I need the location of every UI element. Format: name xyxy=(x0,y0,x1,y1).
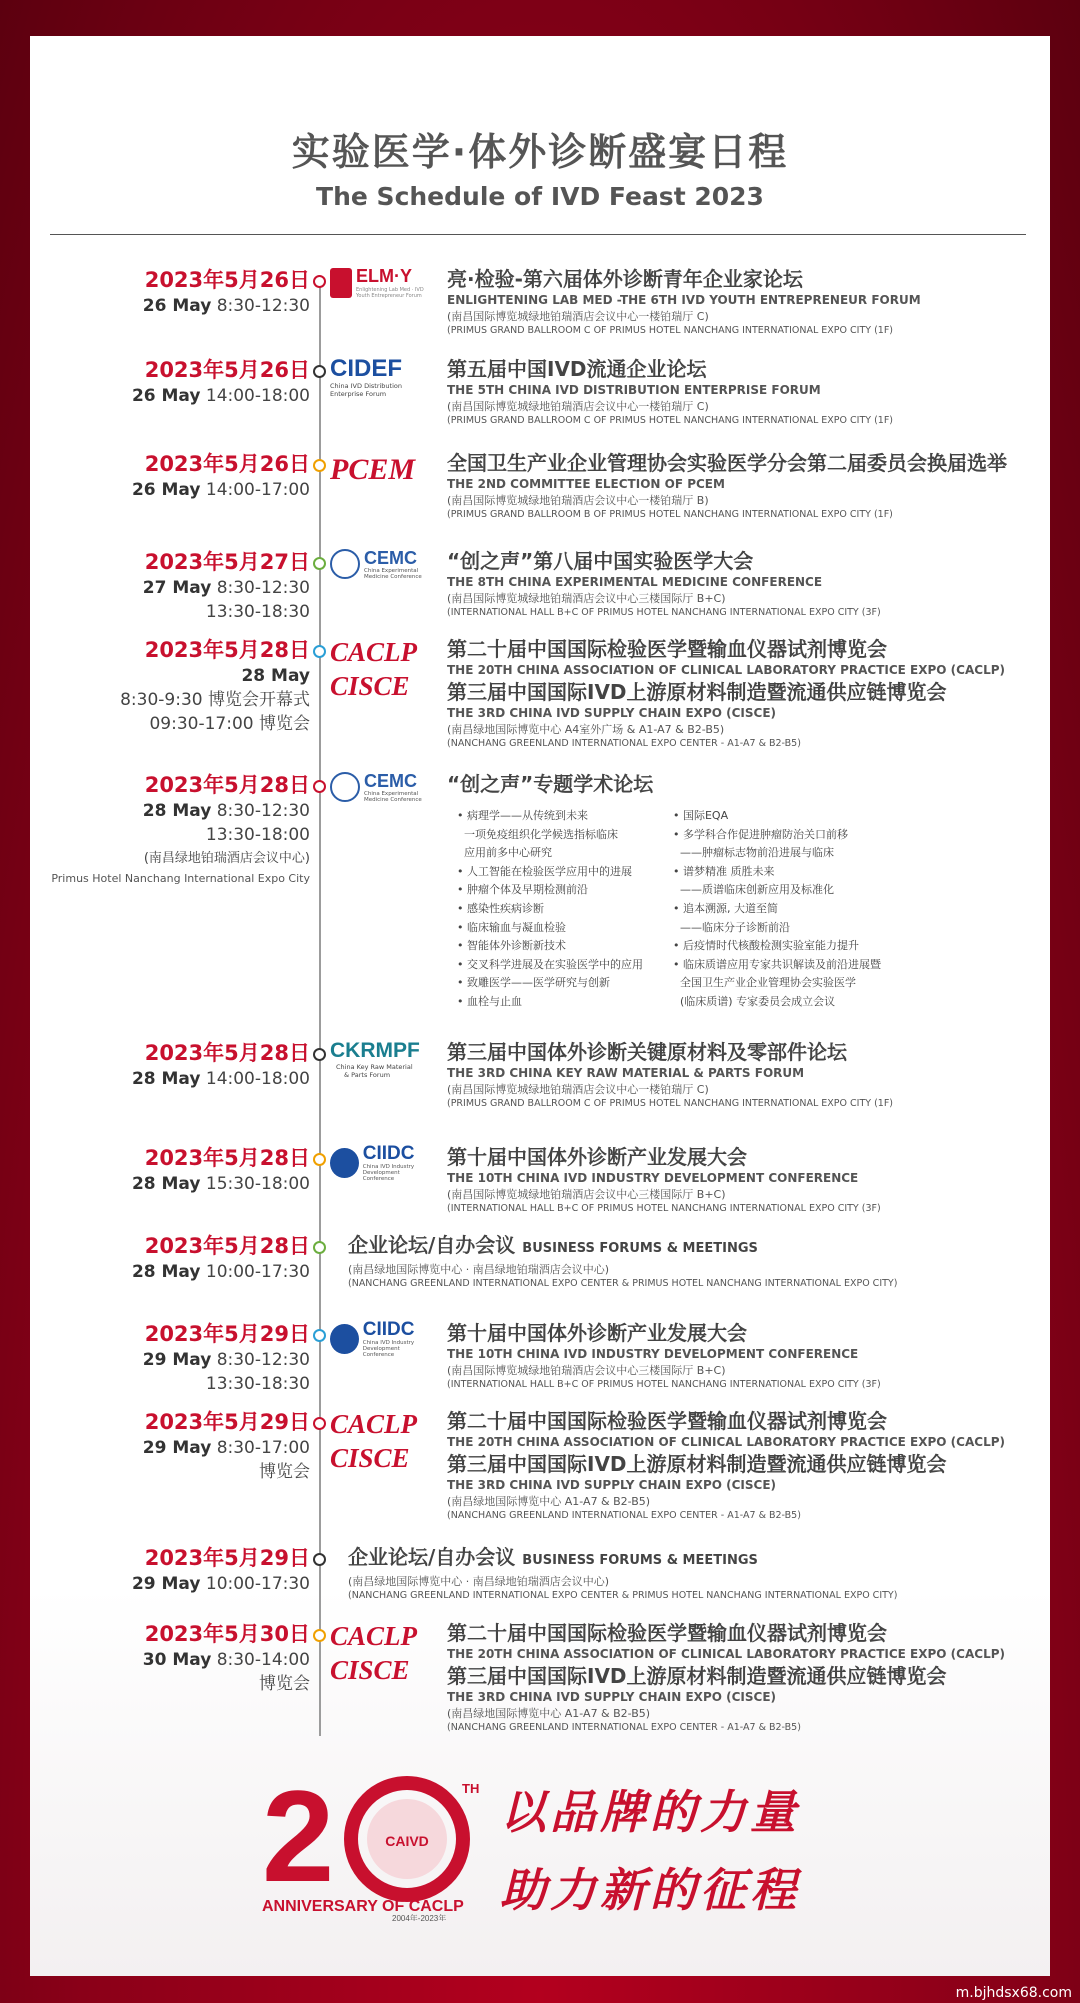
cidef-logo-sub1: China IVD Distribution xyxy=(330,382,402,390)
cemc-logo-sub2: Medicine Conference xyxy=(364,797,422,803)
ciidc-logo-sub1: China IVD Industry xyxy=(362,1340,415,1346)
entry-day: 26 May xyxy=(131,480,201,500)
entry-day: 29 May xyxy=(142,1438,212,1458)
event-title-en: THE 8TH CHINA EXPERIMENTAL MEDICINE CONFERENCE xyxy=(447,575,823,589)
entry-time: 13:30-18:00 xyxy=(205,825,310,845)
event-venue-cn: (南昌绿地国际博览中心 A1-A7 & B2-B5) xyxy=(447,1707,651,1720)
topic-item: • 后疫情时代核酸检测实验室能力提升 xyxy=(673,939,859,953)
event-title-en-inline: BUSINESS FORUMS & MEETINGS xyxy=(522,1241,758,1256)
topic-item: ——肿瘤标志物前沿进展与临床 xyxy=(673,846,834,860)
timeline-dot xyxy=(313,1629,326,1642)
badge-anniversary: ANNIVERSARY OF CACLP xyxy=(262,1898,464,1915)
badge-years: 2004年-2023年 xyxy=(392,1914,447,1921)
entry-date-cn: 2023年5月28日 xyxy=(144,1146,310,1170)
badge-th: TH xyxy=(462,1781,480,1796)
entry-datetime xyxy=(132,356,310,408)
entry-datetime xyxy=(132,450,310,502)
cemc-logo-text: CEMC xyxy=(364,771,417,791)
event-venue-cn: (南昌绿地国际博览中心 · 南昌绿地铂瑞酒店会议中心) xyxy=(348,1263,610,1276)
topic-item: • 致雕医学——医学研究与创新 xyxy=(457,976,610,990)
entry-time: 10:00-17:30 xyxy=(205,1262,310,1282)
entry-day: 26 May xyxy=(142,296,212,316)
entry-date-cn: 2023年5月28日 xyxy=(144,773,310,797)
entry-time-line xyxy=(143,576,310,600)
topic-item: • 血栓与止血 xyxy=(457,994,522,1008)
entry-time: 14:00-18:00 xyxy=(205,386,310,406)
event-title-cn-text: 第二十届中国国际检验医学暨输血仪器试剂博览会 xyxy=(447,637,887,661)
entry-time-line xyxy=(120,712,310,736)
ciidc-logo-text: CIIDC xyxy=(362,1143,415,1164)
cemc-logo xyxy=(330,548,430,588)
topic-item: • 临床输血与凝血检验 xyxy=(457,920,566,934)
cemc-emblem-icon xyxy=(330,772,360,802)
event-title-cn-text: 企业论坛/自办会议 xyxy=(348,1233,516,1257)
cisce-logo-text: CISCE xyxy=(330,1655,410,1685)
ciidc-logo-sub1: China IVD Industry xyxy=(362,1164,415,1170)
caclp-logo xyxy=(330,1620,430,1690)
ckrmpf-logo xyxy=(330,1039,430,1079)
entry-date-cn: 2023年5月29日 xyxy=(144,1322,310,1346)
entry-day: 28 May xyxy=(131,1174,201,1194)
event-title-en: THE 3RD CHINA IVD SUPPLY CHAIN EXPO (CISCE) xyxy=(447,1478,776,1492)
event-title-cn-text: 第二十届中国国际检验医学暨输血仪器试剂博览会 xyxy=(447,1621,887,1645)
ciidc-logo xyxy=(330,1320,430,1360)
event-title-cn xyxy=(447,679,1047,705)
timeline-dot xyxy=(313,1241,326,1254)
entry-time: 8:30-12:30 xyxy=(216,296,310,316)
entry-datetime xyxy=(120,636,310,736)
caclp-logo xyxy=(330,1408,430,1478)
elmy-logo-text: ELM·Y xyxy=(356,266,412,286)
cemc-logo-sub2: Medicine Conference xyxy=(364,574,422,580)
badge-num-2: 2 xyxy=(262,1771,335,1909)
ckrmpf-logo-text: CKRMPF xyxy=(330,1039,420,1062)
ciidc-logo-text: CIIDC xyxy=(362,1319,415,1340)
event-title-cn xyxy=(447,1039,1047,1065)
entry-date-cn: 2023年5月29日 xyxy=(144,1410,310,1434)
event-title-cn xyxy=(447,771,1047,797)
event-title-en: THE 10TH CHINA IVD INDUSTRY DEVELOPMENT CONFERENCE xyxy=(447,1171,859,1185)
topic-item: • 追本溯源, 大道至简 xyxy=(673,901,778,915)
event-title-en: THE 3RD CHINA IVD SUPPLY CHAIN EXPO (CISCE) xyxy=(447,1690,776,1704)
caclp-logo-text: CACLP xyxy=(330,1409,418,1439)
topic-item: • 国际EQA xyxy=(673,809,729,822)
event-venue-cn: (南昌国际博览城绿地铂瑞酒店会议中心一楼铂瑞厅 C) xyxy=(447,310,709,323)
topic-item: 全国卫生产业企业管理协会实验医学 xyxy=(673,976,856,990)
entry-time-line xyxy=(143,1460,310,1484)
entry-time: 14:00-17:00 xyxy=(205,480,310,500)
entry-day: 29 May xyxy=(131,1574,201,1594)
event-title-cn xyxy=(348,1544,948,1574)
timeline-dot xyxy=(313,275,326,288)
entry-time-line xyxy=(143,1648,310,1672)
entry-day: 28 May xyxy=(142,801,212,821)
entry-datetime xyxy=(132,1544,310,1596)
entry-date-cn: 2023年5月28日 xyxy=(144,1234,310,1258)
pcem-logo-text: PCEM xyxy=(330,453,416,486)
entry-day: 29 May xyxy=(142,1350,212,1370)
entry-time-line xyxy=(51,823,310,847)
entry-time-line xyxy=(120,688,310,712)
event-title-cn xyxy=(447,1320,1047,1346)
event-venue-cn: (南昌国际博览城绿地铂瑞酒店会议中心一楼铂瑞厅 C) xyxy=(447,1083,709,1096)
entry-datetime xyxy=(132,1144,310,1196)
entry-time-line xyxy=(132,1172,310,1196)
event-venue-cn: (南昌绿地国际博览中心 A4室外广场 & A1-A7 & B2-B5) xyxy=(447,723,725,736)
event-title-cn-text: 第三届中国体外诊断关键原材料及零部件论坛 xyxy=(447,1040,847,1064)
event-venue-en: (NANCHANG GREENLAND INTERNATIONAL EXPO CENTER & PRIMUS HOTEL NANCHANG INTERNATIONAL EXPO CITY) xyxy=(348,1590,898,1601)
entry-info xyxy=(447,548,1047,620)
entry-day: 28 May xyxy=(131,1069,201,1089)
topic-item: • 感染性疾病诊断 xyxy=(457,901,544,915)
event-title-en: THE 2ND COMMITTEE ELECTION OF PCEM xyxy=(447,477,725,491)
topic-item: ——临床分子诊断前沿 xyxy=(673,920,790,934)
event-title-en: THE 20TH CHINA ASSOCIATION OF CLINICAL LABORATORY PRACTICE EXPO (CACLP) xyxy=(447,1435,1005,1449)
elmy-logo xyxy=(330,266,430,306)
entry-time-line xyxy=(143,1348,310,1372)
entry-time-line xyxy=(143,1436,310,1460)
topic-item: • 智能体外诊断新技术 xyxy=(457,939,566,953)
page-title: 实验医学·体外诊断盛宴日程 xyxy=(291,130,789,174)
event-title-cn xyxy=(447,450,1047,476)
entry-date-cn: 2023年5月28日 xyxy=(144,638,310,662)
event-venue-cn: (南昌绿地国际博览中心 A1-A7 & B2-B5) xyxy=(447,1495,651,1508)
ciidc-emblem-icon xyxy=(330,1324,359,1354)
entry-info xyxy=(447,1039,1047,1111)
entry-datetime xyxy=(132,1039,310,1091)
event-venue-en: (PRIMUS GRAND BALLROOM C OF PRIMUS HOTEL NANCHANG INTERNATIONAL EXPO CITY (1F) xyxy=(447,415,893,426)
entry-time: 13:30-18:30 xyxy=(205,1374,310,1394)
entry-info xyxy=(447,636,1047,751)
entry-time-line xyxy=(120,664,310,688)
entry-time: 13:30-18:30 xyxy=(205,602,310,622)
event-title-cn-text: 第二十届中国国际检验医学暨输血仪器试剂博览会 xyxy=(447,1409,887,1433)
ciidc-logo-sub2: Development Conference xyxy=(362,1346,400,1358)
ckrmpf-logo-sub2: & Parts Forum xyxy=(344,1071,391,1079)
event-title-cn xyxy=(447,266,1047,292)
event-venue-en: (PRIMUS GRAND BALLROOM C OF PRIMUS HOTEL NANCHANG INTERNATIONAL EXPO CITY (1F) xyxy=(447,325,893,336)
timeline-dot xyxy=(313,459,326,472)
entry-date-cn: 2023年5月27日 xyxy=(144,550,310,574)
entry-day: 26 May xyxy=(131,386,201,406)
topic-item: 一项免疫组织化学候选指标临床 xyxy=(457,827,618,841)
entry-day: 30 May xyxy=(142,1650,212,1670)
entry-date-cn: 2023年5月28日 xyxy=(144,1041,310,1065)
timeline-dot xyxy=(313,1048,326,1061)
event-title-cn-text: 第三届中国国际IVD上游原材料制造暨流通供应链博览会 xyxy=(447,1664,947,1688)
ciidc-emblem-icon xyxy=(330,1148,359,1178)
event-title-cn-text: 第十届中国体外诊断产业发展大会 xyxy=(447,1145,747,1169)
event-title-en: THE 20TH CHINA ASSOCIATION OF CLINICAL LABORATORY PRACTICE EXPO (CACLP) xyxy=(447,1647,1005,1661)
anniversary-badge xyxy=(262,1771,502,1925)
cidef-logo xyxy=(330,356,430,396)
entry-date-cn: 2023年5月30日 xyxy=(144,1622,310,1646)
entry-date-cn: 2023年5月26日 xyxy=(144,268,310,292)
event-title-cn-text: 第三届中国国际IVD上游原材料制造暨流通供应链博览会 xyxy=(447,1452,947,1476)
cemc-logo-text: CEMC xyxy=(364,548,417,568)
entry-datetime xyxy=(132,1232,310,1284)
badge-caivd: CAIVD xyxy=(385,1833,429,1849)
entry-time: 8:30-12:30 xyxy=(216,578,310,598)
event-title-cn xyxy=(447,1144,1047,1170)
entry-time: 09:30-17:00 博览会 xyxy=(149,714,310,734)
entry-info xyxy=(447,356,1047,428)
event-venue-cn: (南昌绿地国际博览中心 · 南昌绿地铂瑞酒店会议中心) xyxy=(348,1575,610,1588)
entry-time: 博览会 xyxy=(259,1674,310,1694)
entry-time: 14:00-18:00 xyxy=(205,1069,310,1089)
ckrmpf-logo-sub1: China Key Raw Material xyxy=(336,1063,413,1071)
entry-info xyxy=(348,1544,948,1603)
event-venue-cn: (南昌国际博览城绿地铂瑞酒店会议中心三楼国际厅 B+C) xyxy=(447,1188,726,1201)
entry-info xyxy=(447,1620,1047,1735)
cisce-logo-text: CISCE xyxy=(330,1443,410,1473)
entry-time-line xyxy=(143,600,310,624)
slogan-line-2: 助力新的征程 xyxy=(500,1863,800,1917)
event-title-cn xyxy=(447,1408,1047,1434)
schedule-card xyxy=(30,36,1050,1976)
timeline-dot xyxy=(313,1329,326,1342)
entry-datetime xyxy=(143,548,310,624)
event-title-en: THE 3RD CHINA KEY RAW MATERIAL & PARTS FORUM xyxy=(447,1066,805,1080)
pcem-logo xyxy=(330,450,430,490)
timeline-line xyxy=(319,286,321,1736)
entry-time-line xyxy=(51,799,310,823)
entry-info xyxy=(447,1320,1047,1392)
event-venue-cn: (南昌国际博览城绿地铂瑞酒店会议中心一楼铂瑞厅 B) xyxy=(447,494,709,507)
topic-item: 应用前多中心研究 xyxy=(457,846,552,860)
entry-time-line xyxy=(132,1572,310,1596)
entry-time-line xyxy=(132,478,310,502)
timeline-dot xyxy=(313,1153,326,1166)
timeline-dot xyxy=(313,1417,326,1430)
event-title-cn xyxy=(447,636,1047,662)
timeline-dot xyxy=(313,780,326,793)
event-venue-en: (NANCHANG GREENLAND INTERNATIONAL EXPO CENTER - A1-A7 & B2-B5) xyxy=(447,738,801,749)
entry-datetime xyxy=(143,1320,310,1396)
topic-item: (临床质谱) 专家委员会成立会议 xyxy=(673,994,836,1008)
entry-time: 8:30-12:30 xyxy=(216,801,310,821)
event-title-cn xyxy=(348,1232,948,1262)
elmy-logo-sub: Enlightening Lab Med · IVD Youth Entrepreneur Forum xyxy=(356,287,424,299)
entry-time: 15:30-18:00 xyxy=(205,1174,310,1194)
event-title-cn-text: 亮·检验-第六届体外诊断青年企业家论坛 xyxy=(447,267,803,291)
entry-datetime xyxy=(143,266,310,318)
ciidc-logo-sub2: Development Conference xyxy=(362,1170,400,1182)
entry-day: 28 May xyxy=(131,1262,201,1282)
topic-item: • 病理学——从传统到未来 xyxy=(457,809,588,822)
ciidc-logo xyxy=(330,1144,430,1184)
event-title-cn-text: 第三届中国国际IVD上游原材料制造暨流通供应链博览会 xyxy=(447,680,947,704)
event-title-cn-text: 全国卫生产业企业管理协会实验医学分会第二届委员会换届选举 xyxy=(447,451,1007,475)
entry-date-cn: 2023年5月29日 xyxy=(144,1546,310,1570)
entry-info xyxy=(447,1408,1047,1523)
event-title-en-inline: BUSINESS FORUMS & MEETINGS xyxy=(522,1553,758,1568)
topic-item: • 多学科合作促进肿瘤防治关口前移 xyxy=(673,827,848,841)
entry-time-line xyxy=(132,1260,310,1284)
entry-time-line xyxy=(143,1372,310,1396)
divider xyxy=(50,234,1026,235)
cidef-logo-text: CIDEF xyxy=(330,355,402,382)
event-title-cn xyxy=(447,1663,1047,1689)
event-venue-en: (NANCHANG GREENLAND INTERNATIONAL EXPO CENTER & PRIMUS HOTEL NANCHANG INTERNATIONAL EXPO CITY) xyxy=(348,1278,898,1289)
caclp-logo-text: CACLP xyxy=(330,637,418,667)
event-title-en: THE 10TH CHINA IVD INDUSTRY DEVELOPMENT CONFERENCE xyxy=(447,1347,859,1361)
entry-datetime xyxy=(51,771,310,887)
entry-time: 8:30-9:30 博览会开幕式 xyxy=(120,690,310,710)
topic-item: • 人工智能在检验医学应用中的进展 xyxy=(457,864,632,878)
cidef-logo-sub2: Enterprise Forum xyxy=(330,390,387,398)
entry-date-cn: 2023年5月26日 xyxy=(144,358,310,382)
timeline-dot xyxy=(313,645,326,658)
topic-item: ——质谱临床创新应用及标准化 xyxy=(673,883,834,897)
timeline-dot xyxy=(313,365,326,378)
entry-info xyxy=(447,266,1047,338)
entry-datetime xyxy=(143,1620,310,1696)
event-title-cn xyxy=(447,356,1047,382)
caclp-logo xyxy=(330,636,430,706)
timeline-dot xyxy=(313,557,326,570)
entry-time-line xyxy=(143,294,310,318)
event-venue-en: (PRIMUS GRAND BALLROOM C OF PRIMUS HOTEL NANCHANG INTERNATIONAL EXPO CITY (1F) xyxy=(447,1098,893,1109)
cemc-logo-sub1: China Experimental xyxy=(364,568,419,574)
entry-time: 8:30-12:30 xyxy=(216,1350,310,1370)
event-title-cn-text: “创之声”第八届中国实验医学大会 xyxy=(447,549,754,573)
entry-date-cn: 2023年5月26日 xyxy=(144,452,310,476)
entry-info xyxy=(447,1144,1047,1216)
cemc-emblem-icon xyxy=(330,549,360,579)
event-venue-en: (NANCHANG GREENLAND INTERNATIONAL EXPO CENTER - A1-A7 & B2-B5) xyxy=(447,1510,801,1521)
topic-item: • 交叉科学进展及在实验医学中的应用 xyxy=(457,957,643,971)
cemc-logo xyxy=(330,771,430,811)
entry-time: 10:00-17:30 xyxy=(205,1574,310,1594)
topic-item: • 肿瘤个体及早期检测前沿 xyxy=(457,883,588,897)
cisce-logo-text: CISCE xyxy=(330,671,410,701)
event-venue-en: (NANCHANG GREENLAND INTERNATIONAL EXPO CENTER - A1-A7 & B2-B5) xyxy=(447,1722,801,1733)
topic-item: • 临床质谱应用专家共识解读及前沿进展暨 xyxy=(673,957,881,971)
entry-time-line xyxy=(143,1672,310,1696)
event-title-cn-text: 第五届中国IVD流通企业论坛 xyxy=(447,357,707,381)
slogan-line-1: 以品牌的力量 xyxy=(500,1785,800,1839)
entry-time: 8:30-14:00 xyxy=(216,1650,310,1670)
entry-time: 8:30-17:00 xyxy=(216,1438,310,1458)
event-title-cn-text: “创之声”专题学术论坛 xyxy=(447,772,654,796)
event-venue-cn: (南昌国际博览城绿地铂瑞酒店会议中心三楼国际厅 B+C) xyxy=(447,1364,726,1377)
event-venue-cn: (南昌国际博览城绿地铂瑞酒店会议中心一楼铂瑞厅 C) xyxy=(447,400,709,413)
event-title-cn xyxy=(447,1620,1047,1646)
topic-item: • 谱梦精准 质胜未来 xyxy=(673,864,775,878)
timeline-dot xyxy=(313,1553,326,1566)
entry-day: 27 May xyxy=(142,578,212,598)
event-venue-en: (PRIMUS GRAND BALLROOM B OF PRIMUS HOTEL NANCHANG INTERNATIONAL EXPO CITY (1F) xyxy=(447,509,893,520)
event-venue-cn: (南昌国际博览城绿地铂瑞酒店会议中心三楼国际厅 B+C) xyxy=(447,592,726,605)
entry-info xyxy=(348,1232,948,1291)
entry-time-line xyxy=(132,1067,310,1091)
event-title-en: ENLIGHTENING LAB MED -THE 6TH IVD YOUTH ENTREPRENEUR FORUM xyxy=(447,293,921,307)
event-title-cn-text: 第十届中国体外诊断产业发展大会 xyxy=(447,1321,747,1345)
topic-column-right xyxy=(673,807,973,1012)
entry-day: 28 May xyxy=(241,666,310,686)
entry-datetime xyxy=(143,1408,310,1484)
cemc-logo-sub1: China Experimental xyxy=(364,791,419,797)
entry-info xyxy=(447,450,1047,522)
event-venue-en: (INTERNATIONAL HALL B+C OF PRIMUS HOTEL NANCHANG INTERNATIONAL EXPO CITY (3F) xyxy=(447,607,881,618)
event-title-cn-text: 企业论坛/自办会议 xyxy=(348,1545,516,1569)
event-title-cn xyxy=(447,1451,1047,1477)
entry-venue-cn: (南昌绿地铂瑞酒店会议中心) xyxy=(143,851,310,866)
watermark: m.bjhdsx68.com xyxy=(955,1985,1072,2001)
event-title-en: THE 3RD CHINA IVD SUPPLY CHAIN EXPO (CISCE) xyxy=(447,706,776,720)
caclp-logo-text: CACLP xyxy=(330,1621,418,1651)
event-venue-en: (INTERNATIONAL HALL B+C OF PRIMUS HOTEL NANCHANG INTERNATIONAL EXPO CITY (3F) xyxy=(447,1379,881,1390)
entry-info xyxy=(447,771,1047,1008)
event-venue-en: (INTERNATIONAL HALL B+C OF PRIMUS HOTEL NANCHANG INTERNATIONAL EXPO CITY (3F) xyxy=(447,1203,881,1214)
page-subtitle: The Schedule of IVD Feast 2023 xyxy=(316,182,764,211)
entry-time: 博览会 xyxy=(259,1462,310,1482)
event-title-en: THE 5TH CHINA IVD DISTRIBUTION ENTERPRISE FORUM xyxy=(447,383,821,397)
event-title-en: THE 20TH CHINA ASSOCIATION OF CLINICAL LABORATORY PRACTICE EXPO (CACLP) xyxy=(447,663,1005,677)
entry-venue-en: Primus Hotel Nanchang International Expo City xyxy=(51,872,310,885)
entry-time-line xyxy=(132,384,310,408)
event-title-cn xyxy=(447,548,1047,574)
